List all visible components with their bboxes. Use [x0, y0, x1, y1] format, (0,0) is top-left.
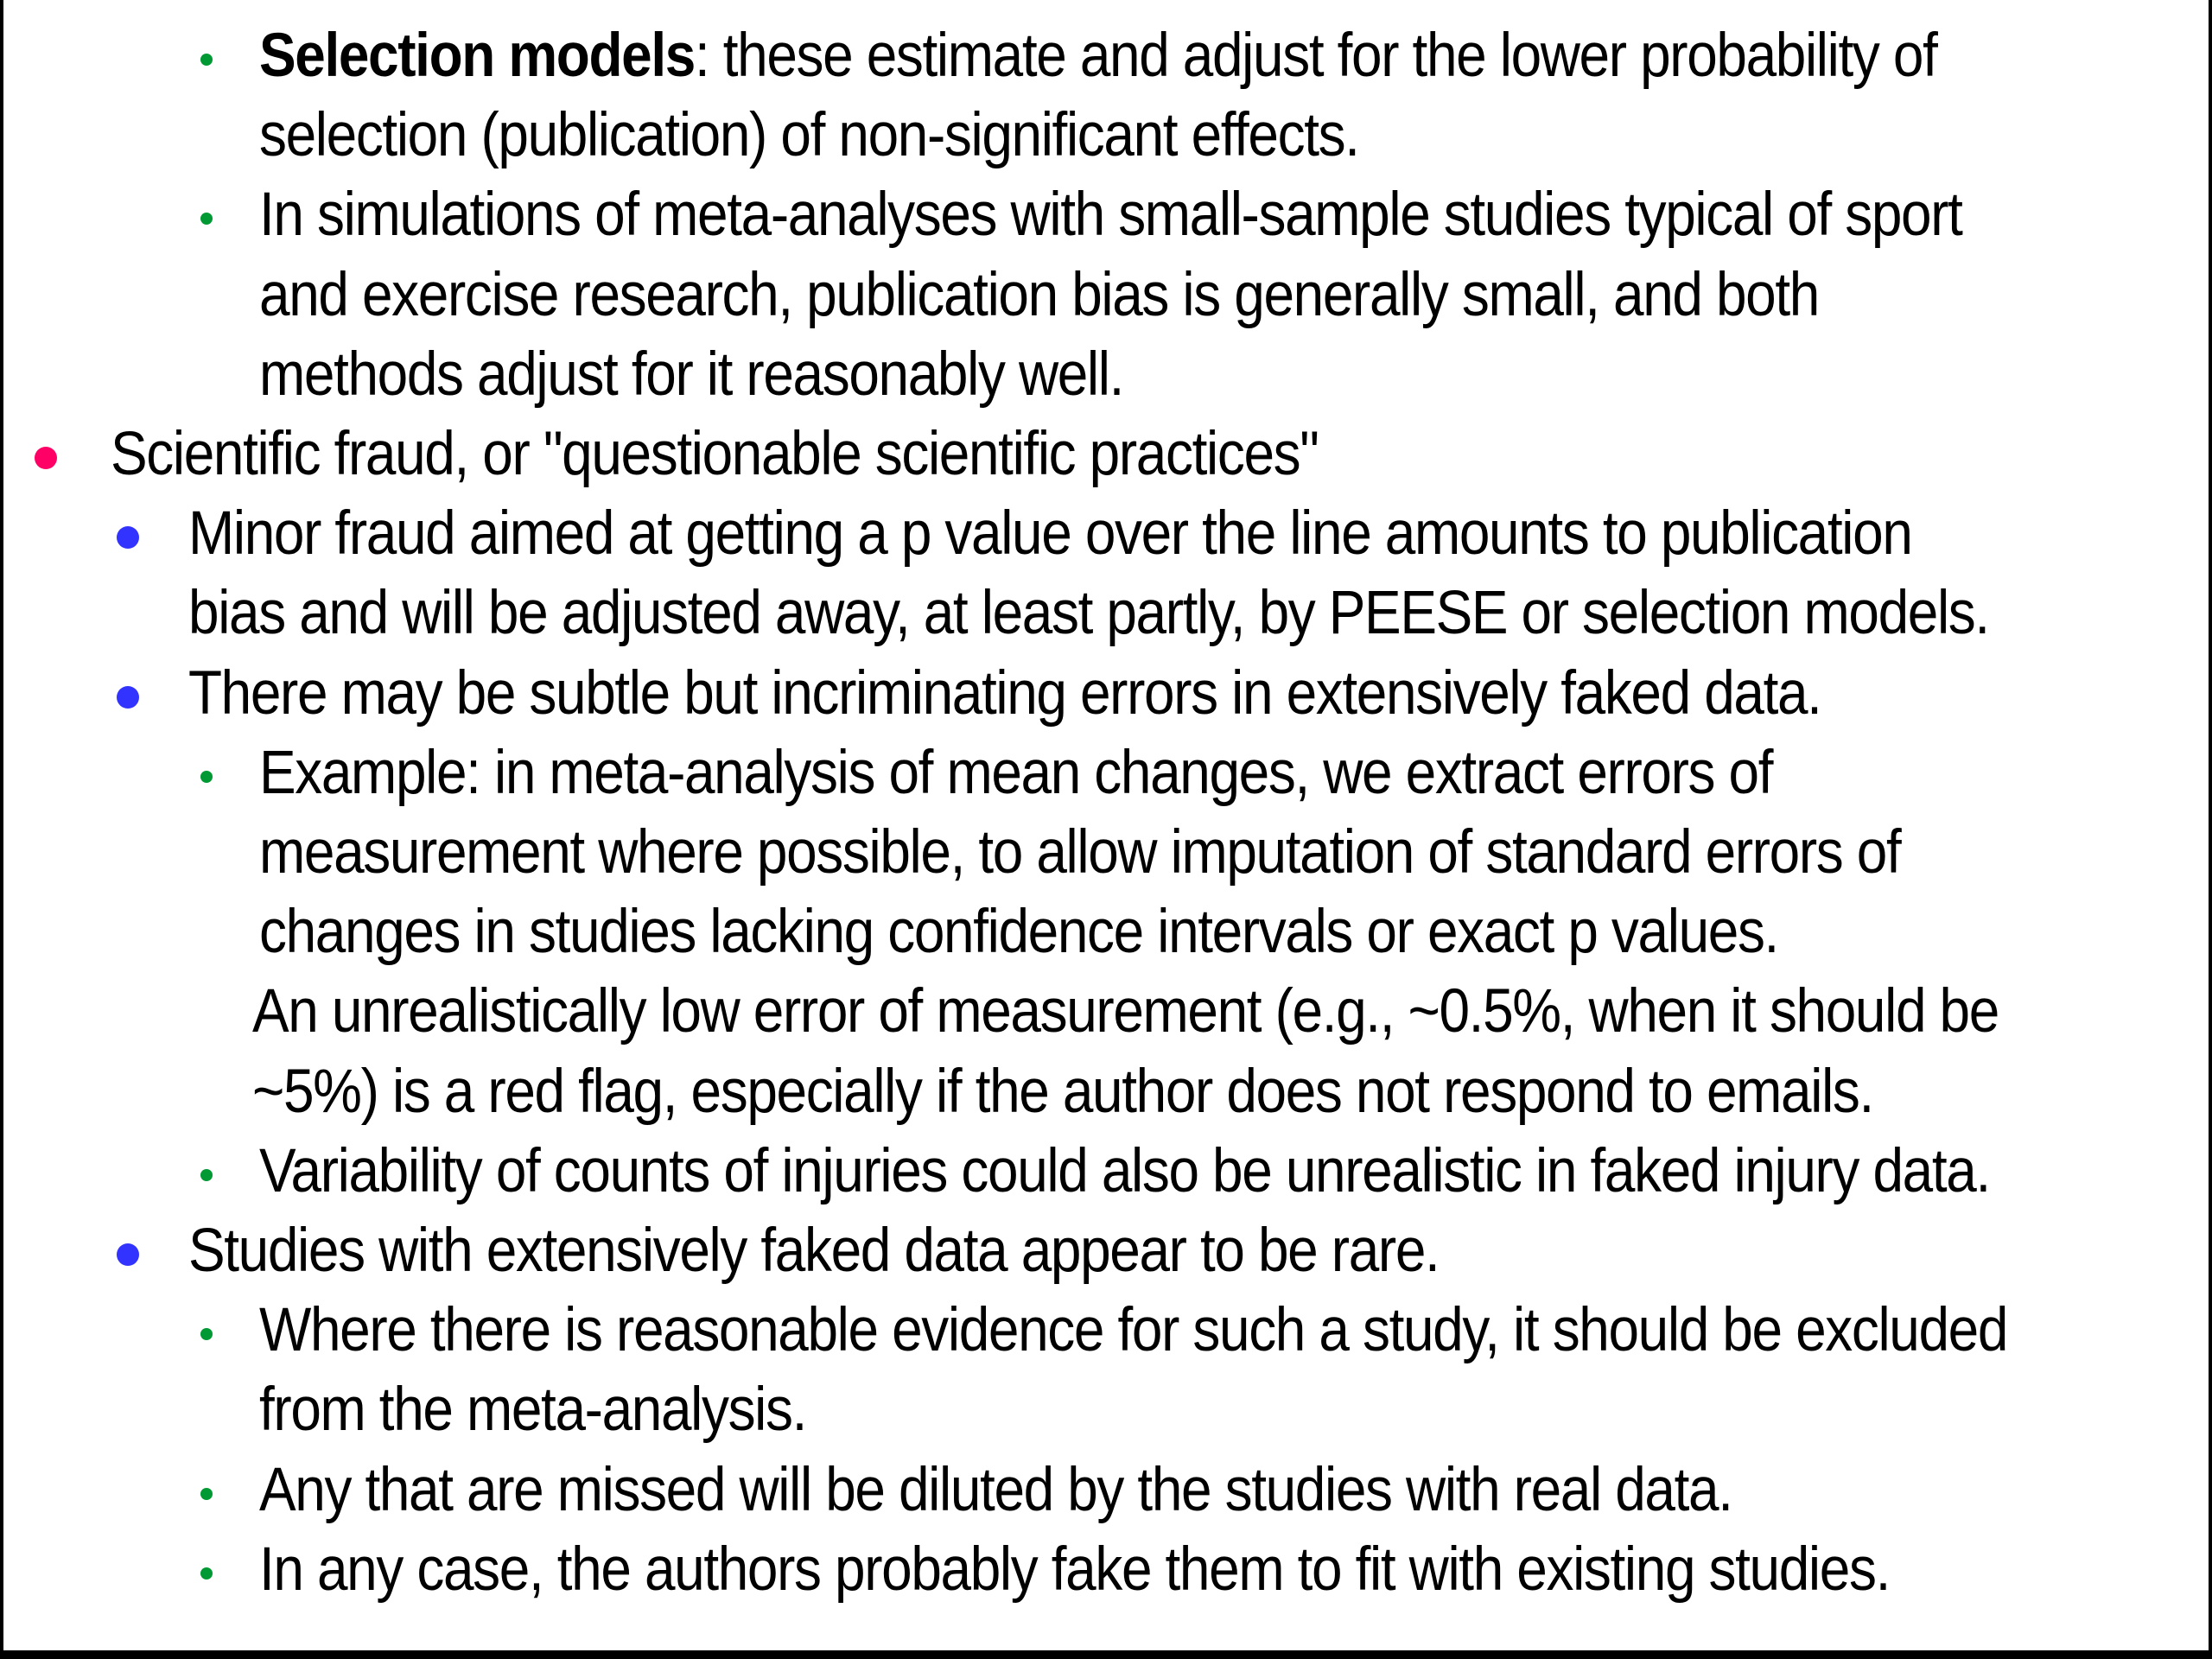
- bullet-level-3-icon: [200, 54, 213, 66]
- line-text: and exercise research, publication bias is generally small, and both: [259, 260, 1819, 329]
- bullet-text-line: [188, 575, 1989, 652]
- bullet-text-line: [111, 416, 1319, 493]
- line-text: Any that are missed will be diluted by the studies with real data.: [259, 1455, 1732, 1524]
- bullet-text-line: [259, 1292, 2007, 1370]
- line-text: In any case, the authors probably fake them to fit with existing studies.: [259, 1535, 1890, 1604]
- line-text: There may be subtle but incriminating errors in extensively faked data.: [188, 658, 1821, 728]
- bullet-level-2-icon: [117, 526, 139, 549]
- line-text: changes in studies lacking confidence intervals or exact p values.: [259, 898, 1778, 967]
- line-text: Scientific fraud, or "questionable scientific practices": [111, 420, 1319, 488]
- line-text: In simulations of meta-analyses with small-sample studies typical of sport: [259, 181, 1962, 250]
- bullet-level-2-icon: [117, 1243, 139, 1266]
- bullet-text-line: [188, 495, 1912, 573]
- bullet-level-3-icon: [200, 1488, 213, 1500]
- bullet-level-3-icon: [200, 771, 213, 783]
- bullet-text-line: [259, 1371, 806, 1449]
- bullet-text-line: [188, 655, 1821, 733]
- line-text: from the meta-analysis.: [259, 1376, 807, 1445]
- bullet-text-line: [259, 814, 1900, 892]
- line-text: Variability of counts of injuries could also be unrealistic in faked injury data.: [259, 1136, 1990, 1205]
- line-text: Studies with extensively faked data appear to be rare.: [188, 1217, 1440, 1285]
- bullet-text-line: [188, 1212, 1439, 1290]
- bullet-level-3-icon: [200, 1328, 213, 1340]
- bullet-text-line: [259, 257, 1819, 334]
- bullet-text-line: [259, 893, 1778, 971]
- line-text: methods adjust for it reasonably well.: [259, 340, 1124, 409]
- line-text: measurement where possible, to allow imputation of standard errors of: [259, 818, 1901, 887]
- bold-lead-term: Selection models: [259, 22, 695, 90]
- line-text: : these estimate and adjust for the lower probability of: [694, 22, 1937, 90]
- line-text: bias and will be adjusted away, at least partly, by PEESE or selection models.: [188, 579, 1989, 648]
- bullet-text-line: [259, 336, 1123, 414]
- bullet-text-line: [259, 17, 1936, 95]
- bullet-level-2-icon: [117, 686, 139, 709]
- line-text: Where there is reasonable evidence for such a study, it should be excluded: [259, 1296, 2008, 1365]
- line-text: ~5%) is a red flag, especially if the author does not respond to emails.: [252, 1057, 1873, 1126]
- bullet-text-line: [259, 97, 1359, 175]
- bullet-text-line: [259, 1531, 1890, 1609]
- line-text: Minor fraud aimed at getting a p value over the line amounts to publication: [188, 499, 1912, 569]
- bullet-text-line: [259, 176, 1962, 254]
- line-text: selection (publication) of non-significant effects.: [259, 101, 1359, 170]
- bullet-level-1-icon: [35, 447, 57, 469]
- bullet-level-3-icon: [200, 1567, 213, 1580]
- bullet-text-line: [252, 1053, 1873, 1131]
- bullet-text-line: [259, 1452, 1732, 1529]
- bullet-level-3-icon: [200, 213, 213, 225]
- bullet-text-line: [259, 734, 1772, 812]
- bullet-text-line: [259, 1133, 1990, 1211]
- bullet-level-3-icon: [200, 1169, 213, 1181]
- bullet-text-line: [252, 973, 1999, 1051]
- line-text: Example: in meta-analysis of mean changes, we extract errors of: [259, 738, 1773, 807]
- line-text: An unrealistically low error of measurement (e.g., ~0.5%, when it should be: [252, 977, 1999, 1046]
